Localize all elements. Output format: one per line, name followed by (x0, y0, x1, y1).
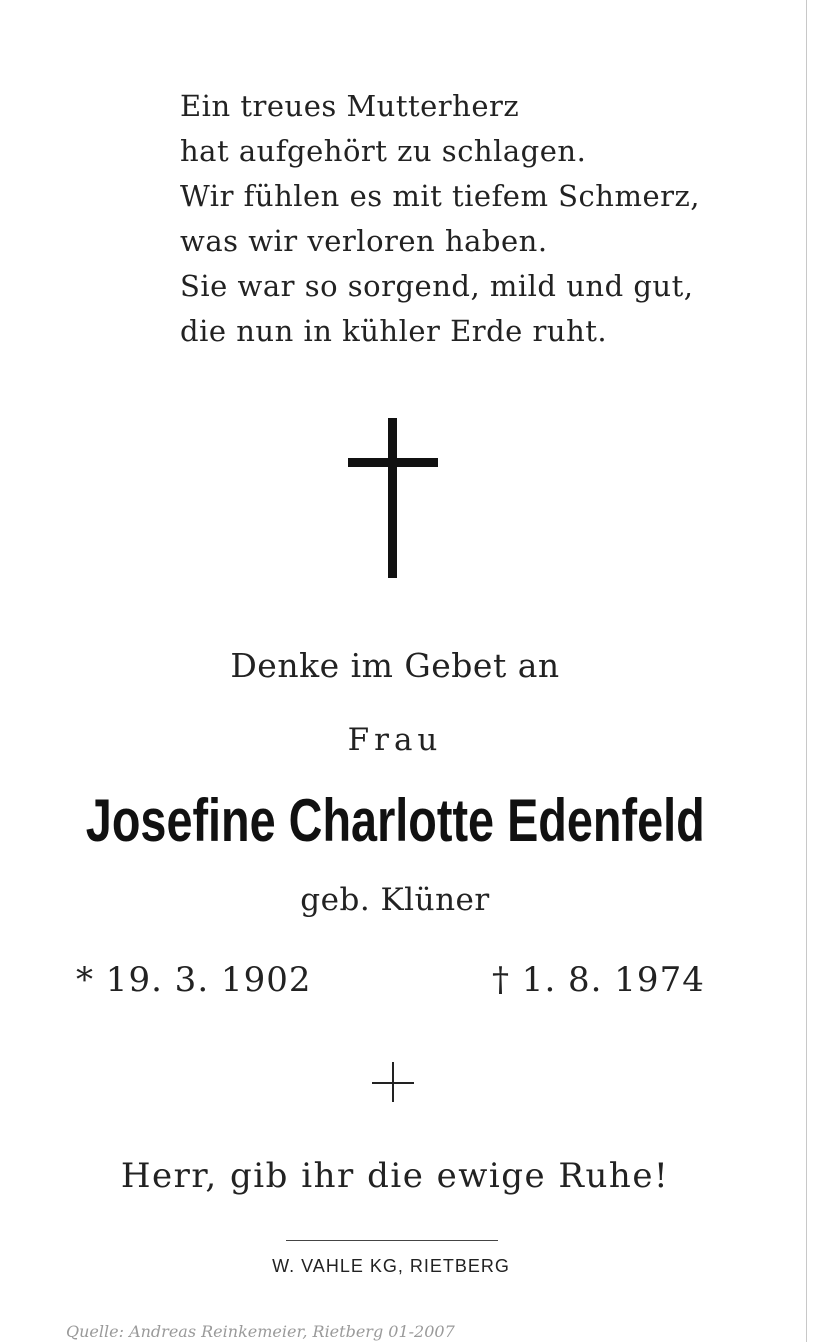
maiden-name: geb. Klüner (300, 882, 490, 918)
closing-prayer: Herr, gib ihr die ewige Ruhe! (120, 1156, 670, 1196)
salutation: Frau (347, 722, 443, 758)
poem-line: Sie war so sorgend, mild und gut, (180, 269, 694, 303)
poem (180, 84, 780, 354)
poem-line: die nun in kühler Erde ruht. (180, 314, 608, 348)
poem-line: Wir fühlen es mit tiefem Schmerz, (180, 179, 700, 213)
divider (286, 1240, 498, 1241)
birth-date: * 19. 3. 1902 (76, 960, 312, 1000)
death-date: † 1. 8. 1974 (492, 960, 705, 1000)
deceased-name: Josefine Charlotte Edenfeld (85, 787, 705, 854)
card-edge-line (806, 0, 807, 1342)
poem-line: Ein treues Mutterherz (180, 89, 520, 123)
small-cross-icon (372, 1062, 414, 1102)
prayer-intro: Denke im Gebet an (230, 646, 560, 685)
poem-line: was wir verloren haben. (180, 224, 548, 258)
poem-line: hat aufgehört zu schlagen. (180, 134, 587, 168)
source-note: Quelle: Andreas Reinkemeier, Rietberg 01-2007 (66, 1322, 455, 1341)
printer-imprint: W. VAHLE KG, RIETBERG (272, 1256, 510, 1276)
latin-cross-icon (348, 418, 438, 578)
